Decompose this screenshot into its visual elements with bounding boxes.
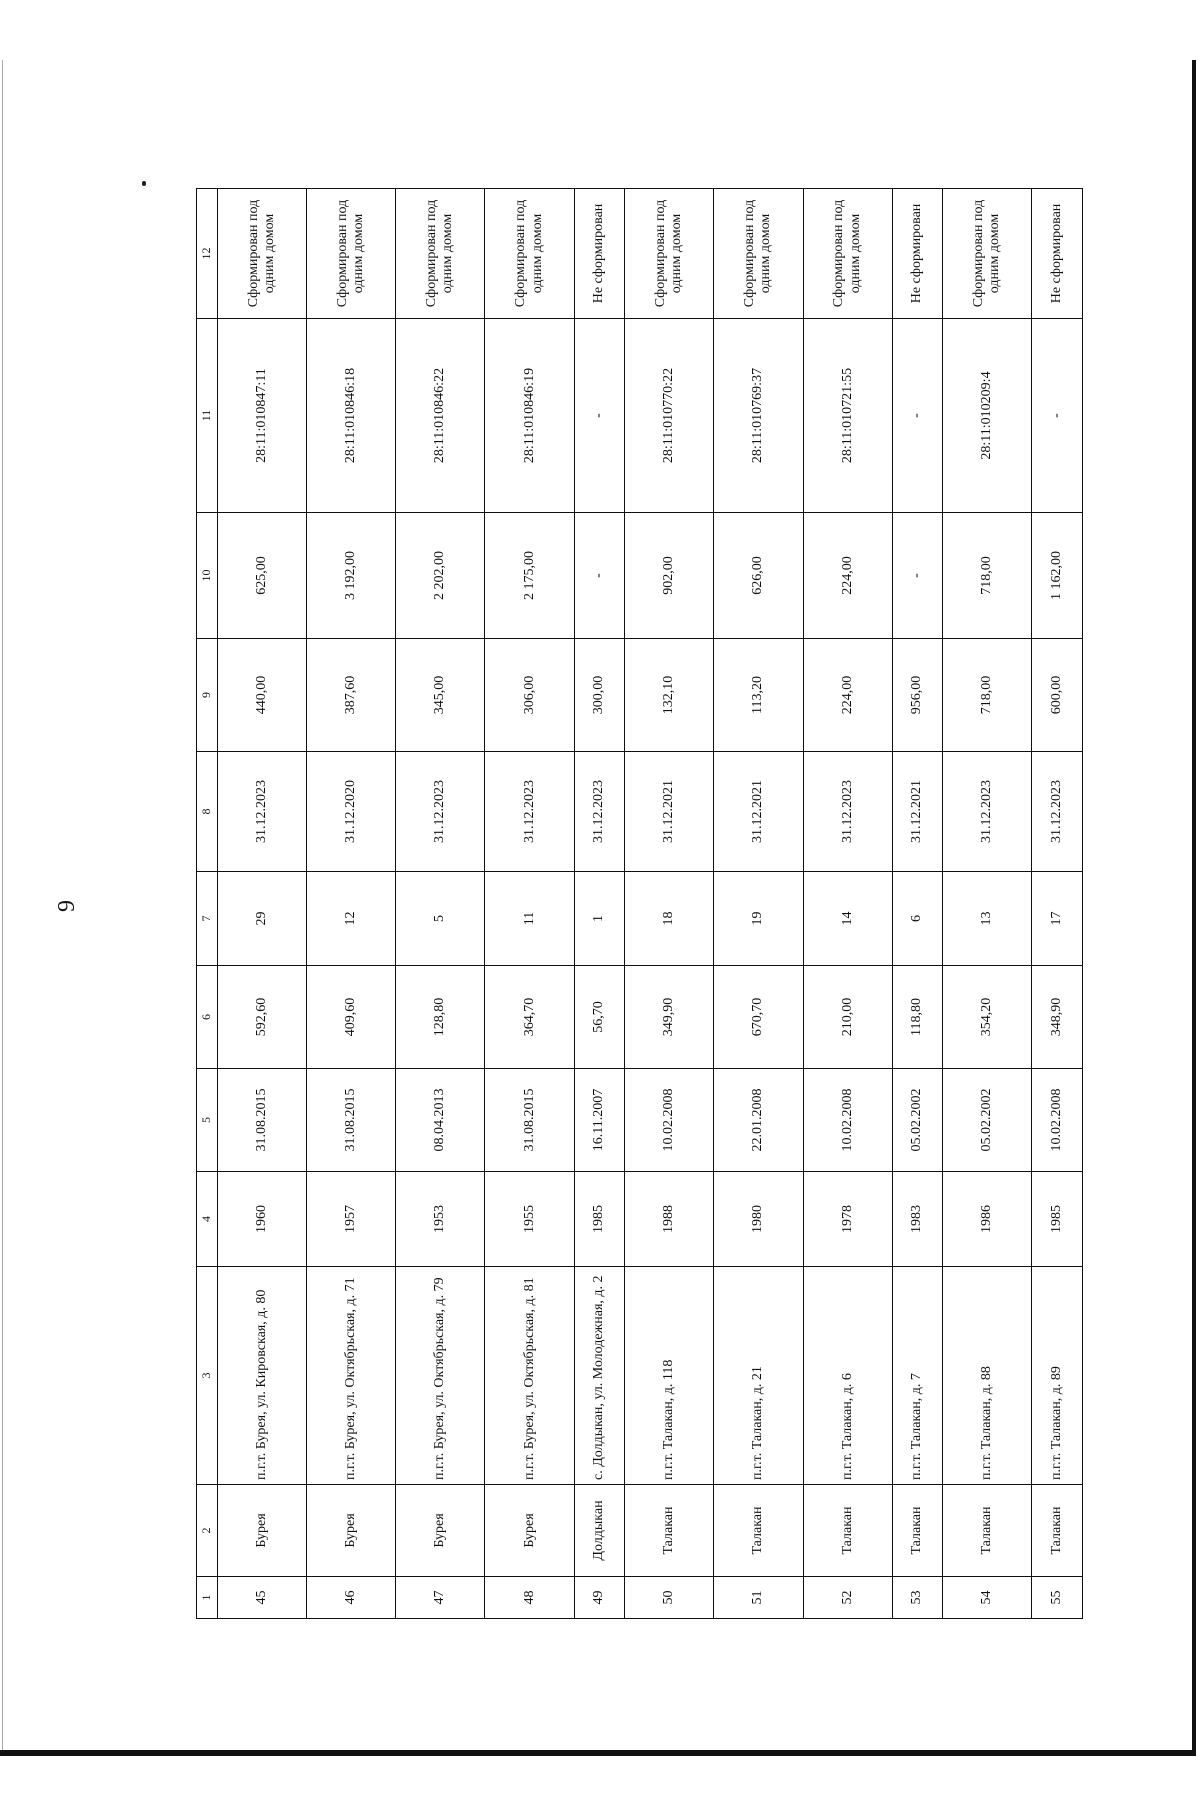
cell-land-area: 2 175,00 (485, 513, 574, 639)
cell-row-number: 46 (307, 1577, 396, 1619)
cell-status: Сформирован под одним домом (307, 189, 396, 319)
column-number: 3 (197, 1267, 218, 1485)
cell-area: 354,20 (943, 966, 1032, 1069)
cell-locality: Бурея (307, 1485, 396, 1577)
cell-row-number: 52 (803, 1577, 892, 1619)
table-row (1032, 189, 1083, 1619)
cell-residents: 13 (943, 872, 1032, 966)
cell-date-recognized: 31.08.2015 (218, 1069, 307, 1172)
cell-row-number: 47 (396, 1577, 485, 1619)
table-row (218, 189, 307, 1619)
cell-row-number: 50 (625, 1577, 714, 1619)
cell-residents: 5 (396, 872, 485, 966)
cell-locality: Талакан (943, 1485, 1032, 1577)
cell-year: 1978 (803, 1172, 892, 1267)
cell-deadline: 31.12.2023 (1032, 752, 1083, 872)
cell-cadastral-number: 28:11:010721:55 (803, 319, 892, 513)
column-number: 12 (197, 189, 218, 319)
cell-land-area: 3 192,00 (307, 513, 396, 639)
cell-area-resettled: 718,00 (943, 639, 1032, 752)
cell-deadline: 31.12.2021 (714, 752, 803, 872)
table-row (307, 189, 396, 1619)
cell-locality: Бурея (485, 1485, 574, 1577)
cell-locality: Бурея (396, 1485, 485, 1577)
cell-deadline: 31.12.2023 (396, 752, 485, 872)
cell-row-number: 48 (485, 1577, 574, 1619)
cell-cadastral-number: 28:11:010846:19 (485, 319, 574, 513)
column-number: 11 (197, 319, 218, 513)
cell-row-number: 49 (574, 1577, 625, 1619)
cell-residents: 1 (574, 872, 625, 966)
cell-residents: 6 (892, 872, 943, 966)
column-number: 5 (197, 1069, 218, 1172)
cell-deadline: 31.12.2023 (803, 752, 892, 872)
cell-cadastral-number: - (1032, 319, 1083, 513)
cell-row-number: 55 (1032, 1577, 1083, 1619)
cell-area-resettled: 306,00 (485, 639, 574, 752)
cell-land-area: 224,00 (803, 513, 892, 639)
cell-status: Сформирован под одним домом (803, 189, 892, 319)
cell-area-resettled: 300,00 (574, 639, 625, 752)
column-number: 7 (197, 872, 218, 966)
cell-residents: 18 (625, 872, 714, 966)
cell-area-resettled: 440,00 (218, 639, 307, 752)
cell-cadastral-number: 28:11:010769:37 (714, 319, 803, 513)
cell-year: 1983 (892, 1172, 943, 1267)
cell-area: 349,90 (625, 966, 714, 1069)
cell-locality: Талакан (892, 1485, 943, 1577)
cell-area: 364,70 (485, 966, 574, 1069)
cell-date-recognized: 08.04.2013 (396, 1069, 485, 1172)
cell-area-resettled: 113,20 (714, 639, 803, 752)
cell-year: 1957 (307, 1172, 396, 1267)
cell-year: 1988 (625, 1172, 714, 1267)
table-row (714, 189, 803, 1619)
cell-land-area: 902,00 (625, 513, 714, 639)
rotated-table-frame (196, 189, 1083, 1619)
cell-land-area: 2 202,00 (396, 513, 485, 639)
cell-address: п.г.т. Бурея, ул. Октябрьская, д. 79 (396, 1267, 485, 1485)
cell-area-resettled: 345,00 (396, 639, 485, 752)
scan-speck (142, 181, 146, 186)
cell-date-recognized: 31.08.2015 (485, 1069, 574, 1172)
table-row (803, 189, 892, 1619)
cell-deadline: 31.12.2023 (574, 752, 625, 872)
cell-deadline: 31.12.2020 (307, 752, 396, 872)
cell-year: 1960 (218, 1172, 307, 1267)
cell-deadline: 31.12.2023 (485, 752, 574, 872)
cell-status: Не сформирован (1032, 189, 1083, 319)
cell-deadline: 31.12.2023 (218, 752, 307, 872)
cell-area: 670,70 (714, 966, 803, 1069)
column-number: 10 (197, 513, 218, 639)
cell-locality: Талакан (714, 1485, 803, 1577)
cell-locality: Талакан (803, 1485, 892, 1577)
cell-address: п.г.т. Талакан, д. 88 (943, 1267, 1032, 1485)
cell-area-resettled: 956,00 (892, 639, 943, 752)
scan-left-edge (2, 60, 3, 1750)
cell-status: Сформирован под одним домом (396, 189, 485, 319)
cell-address: п.г.т. Талакан, д. 21 (714, 1267, 803, 1485)
cell-cadastral-number: 28:11:010209:4 (943, 319, 1032, 513)
page-number: 9 (54, 900, 80, 912)
cell-year: 1980 (714, 1172, 803, 1267)
cell-cadastral-number: 28:11:010770:22 (625, 319, 714, 513)
column-number: 1 (197, 1577, 218, 1619)
cell-area: 56,70 (574, 966, 625, 1069)
cell-date-recognized: 05.02.2002 (892, 1069, 943, 1172)
housing-table (196, 188, 1083, 1619)
cell-address: п.г.т. Талакан, д. 6 (803, 1267, 892, 1485)
cell-address: п.г.т. Талакан, д. 118 (625, 1267, 714, 1485)
cell-cadastral-number: 28:11:010846:22 (396, 319, 485, 513)
cell-locality: Бурея (218, 1485, 307, 1577)
scan-right-edge (1192, 60, 1196, 1750)
cell-status: Сформирован под одним домом (943, 189, 1032, 319)
cell-cadastral-number: - (892, 319, 943, 513)
cell-area: 210,00 (803, 966, 892, 1069)
cell-land-area: - (892, 513, 943, 639)
cell-address: п.г.т. Талакан, д. 89 (1032, 1267, 1083, 1485)
cell-row-number: 54 (943, 1577, 1032, 1619)
table-container (196, 189, 1083, 1619)
table-row (485, 189, 574, 1619)
column-number: 6 (197, 966, 218, 1069)
cell-status: Сформирован под одним домом (625, 189, 714, 319)
cell-status: Сформирован под одним домом (714, 189, 803, 319)
cell-land-area: 1 162,00 (1032, 513, 1083, 639)
table-body (197, 189, 1083, 1619)
cell-deadline: 31.12.2021 (625, 752, 714, 872)
table-row (574, 189, 625, 1619)
cell-status: Не сформирован (892, 189, 943, 319)
cell-date-recognized: 31.08.2015 (307, 1069, 396, 1172)
cell-land-area: 626,00 (714, 513, 803, 639)
cell-date-recognized: 10.02.2008 (1032, 1069, 1083, 1172)
cell-area-resettled: 387,60 (307, 639, 396, 752)
cell-year: 1953 (396, 1172, 485, 1267)
cell-land-area: 718,00 (943, 513, 1032, 639)
cell-area: 118,80 (892, 966, 943, 1069)
cell-year: 1985 (1032, 1172, 1083, 1267)
cell-deadline: 31.12.2021 (892, 752, 943, 872)
cell-address: с. Долдыкан, ул. Молодежная, д. 2 (574, 1267, 625, 1485)
cell-cadastral-number: 28:11:010847:11 (218, 319, 307, 513)
cell-date-recognized: 10.02.2008 (625, 1069, 714, 1172)
cell-area-resettled: 600,00 (1032, 639, 1083, 752)
cell-deadline: 31.12.2023 (943, 752, 1032, 872)
cell-area: 592,60 (218, 966, 307, 1069)
cell-residents: 12 (307, 872, 396, 966)
cell-status: Сформирован под одним домом (218, 189, 307, 319)
cell-locality: Долдыкан (574, 1485, 625, 1577)
table-row (892, 189, 943, 1619)
cell-cadastral-number: 28:11:010846:18 (307, 319, 396, 513)
cell-year: 1985 (574, 1172, 625, 1267)
cell-date-recognized: 10.02.2008 (803, 1069, 892, 1172)
cell-date-recognized: 16.11.2007 (574, 1069, 625, 1172)
cell-locality: Талакан (625, 1485, 714, 1577)
cell-year: 1986 (943, 1172, 1032, 1267)
cell-address: п.г.т. Талакан, д. 7 (892, 1267, 943, 1485)
cell-date-recognized: 22.01.2008 (714, 1069, 803, 1172)
table-row (625, 189, 714, 1619)
cell-residents: 17 (1032, 872, 1083, 966)
cell-status: Сформирован под одним домом (485, 189, 574, 319)
cell-land-area: - (574, 513, 625, 639)
cell-address: п.г.т. Бурея, ул. Октябрьская, д. 71 (307, 1267, 396, 1485)
column-number: 4 (197, 1172, 218, 1267)
cell-date-recognized: 05.02.2002 (943, 1069, 1032, 1172)
cell-address: п.г.т. Бурея, ул. Октябрьская, д. 81 (485, 1267, 574, 1485)
cell-residents: 11 (485, 872, 574, 966)
cell-area: 409,60 (307, 966, 396, 1069)
column-number: 8 (197, 752, 218, 872)
cell-status: Не сформирован (574, 189, 625, 319)
cell-area: 348,90 (1032, 966, 1083, 1069)
cell-cadastral-number: - (574, 319, 625, 513)
cell-residents: 29 (218, 872, 307, 966)
cell-row-number: 51 (714, 1577, 803, 1619)
cell-residents: 14 (803, 872, 892, 966)
cell-row-number: 53 (892, 1577, 943, 1619)
scan-bottom-edge (0, 1750, 1196, 1756)
cell-area-resettled: 224,00 (803, 639, 892, 752)
column-number: 2 (197, 1485, 218, 1577)
cell-area-resettled: 132,10 (625, 639, 714, 752)
cell-row-number: 45 (218, 1577, 307, 1619)
table-row (396, 189, 485, 1619)
cell-year: 1955 (485, 1172, 574, 1267)
column-number: 9 (197, 639, 218, 752)
cell-land-area: 625,00 (218, 513, 307, 639)
cell-locality: Талакан (1032, 1485, 1083, 1577)
cell-address: п.г.т. Бурея, ул. Кировская, д. 80 (218, 1267, 307, 1485)
table-row (943, 189, 1032, 1619)
cell-residents: 19 (714, 872, 803, 966)
cell-area: 128,80 (396, 966, 485, 1069)
column-number-row (197, 189, 218, 1619)
